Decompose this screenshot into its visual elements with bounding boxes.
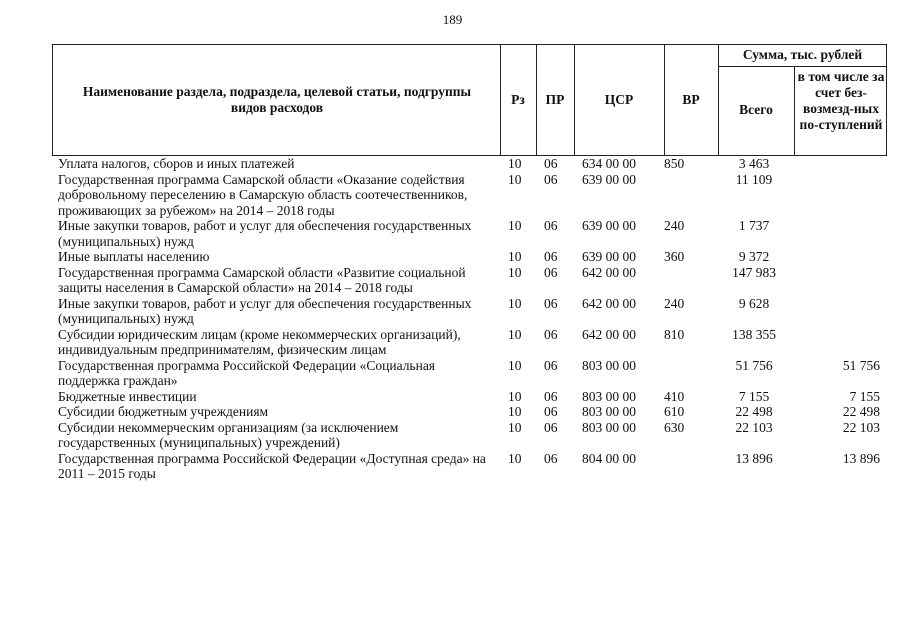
row-csr: 639 00 00 (582, 249, 636, 264)
row-gratuitous: 22 498 (842, 404, 880, 419)
row-csr: 803 00 00 (582, 357, 636, 373)
row-pr: 06 (544, 249, 558, 264)
table-row (52, 451, 887, 482)
row-rz: 10 (508, 450, 522, 466)
row-vr: 240 (664, 295, 685, 311)
row-gratuitous: 13 896 (842, 450, 880, 466)
row-vr: 240 (664, 218, 685, 233)
header-total: Всего (739, 102, 773, 117)
table-row (52, 249, 887, 265)
row-csr: 639 00 00 (582, 171, 636, 187)
row-pr: 06 (544, 295, 558, 311)
row-pr: 06 (544, 357, 558, 373)
header-left-border (52, 44, 53, 156)
row-total: 9 372 (738, 249, 770, 264)
table-row (52, 265, 887, 296)
table-row (52, 420, 887, 451)
row-csr: 642 00 00 (582, 326, 636, 342)
header-gratuitous: в том числе за счет без-возмезд-ных по-ступлений (797, 69, 885, 132)
row-rz: 10 (508, 404, 522, 419)
row-name: Государственная программа Российской Федерации «Доступная среда» на 2011 – 2015 годы (58, 450, 486, 481)
table-row (52, 156, 887, 172)
row-name: Иные закупки товаров, работ и услуг для обеспечения государственных (муниципальных) нужд (58, 295, 472, 326)
row-total: 13 896 (735, 450, 773, 466)
header-name: Наименование раздела, подраздела, целевой статьи, подгруппы видов расходов (82, 84, 472, 115)
table-header (52, 44, 887, 156)
row-rz: 10 (508, 326, 522, 342)
row-csr: 803 00 00 (582, 419, 636, 435)
row-name: Уплата налогов, сборов и иных платежей (58, 156, 295, 171)
row-pr: 06 (544, 419, 558, 435)
row-total: 3 463 (738, 156, 770, 171)
table-row (52, 389, 887, 405)
row-name: Бюджетные инвестиции (58, 388, 197, 404)
row-total: 9 628 (738, 295, 770, 311)
row-rz: 10 (508, 249, 522, 264)
row-total: 7 155 (738, 388, 770, 404)
row-total: 51 756 (735, 357, 773, 373)
row-csr: 639 00 00 (582, 218, 636, 233)
row-total: 22 498 (735, 404, 773, 419)
row-total: 1 737 (738, 218, 770, 233)
table-row (52, 404, 887, 420)
row-pr: 06 (544, 404, 558, 419)
table-body (52, 156, 887, 482)
row-total: 22 103 (735, 419, 773, 435)
row-rz: 10 (508, 218, 522, 233)
header-rz: Рз (511, 92, 525, 107)
row-pr: 06 (544, 171, 558, 187)
table-row (52, 218, 887, 249)
row-csr: 642 00 00 (582, 264, 636, 280)
row-name: Субсидии некоммерческим организациям (за исключением государственных (муниципальных) учреждений) (58, 419, 399, 450)
row-gratuitous: 51 756 (842, 357, 880, 373)
row-name: Субсидии юридическим лицам (кроме некоммерческих организаций), индивидуальным предпринимателям, физическим лицам (58, 326, 461, 357)
row-pr: 06 (544, 264, 558, 280)
row-gratuitous: 7 155 (849, 388, 880, 404)
table-row (52, 296, 887, 327)
row-rz: 10 (508, 357, 522, 373)
row-total: 147 983 (732, 264, 776, 280)
row-vr: 410 (664, 388, 685, 404)
row-gratuitous: 22 103 (842, 419, 880, 435)
row-name: Государственная программа Самарской области «Оказание содействия добровольному переселению в Самарскую область соотечественников, проживающих за рубежом» на 2014 – 2018 годы (58, 171, 468, 218)
row-rz: 10 (508, 388, 522, 404)
row-rz: 10 (508, 171, 522, 187)
header-pr: ПР (545, 92, 565, 107)
row-pr: 06 (544, 218, 558, 233)
row-vr: 610 (664, 404, 685, 419)
row-rz: 10 (508, 419, 522, 435)
header-vr: ВР (682, 92, 700, 107)
row-rz: 10 (508, 156, 522, 171)
row-name: Субсидии бюджетным учреждениям (58, 404, 269, 419)
header-csr: ЦСР (604, 92, 634, 107)
row-pr: 06 (544, 388, 558, 404)
row-pr: 06 (544, 156, 558, 171)
row-pr: 06 (544, 326, 558, 342)
row-csr: 803 00 00 (582, 388, 636, 404)
row-csr: 642 00 00 (582, 295, 636, 311)
row-name: Иные закупки товаров, работ и услуг для обеспечения государственных (муниципальных) нужд (58, 218, 472, 249)
row-vr: 360 (664, 249, 685, 264)
header-top-border (52, 44, 887, 45)
table-row (52, 358, 887, 389)
row-csr: 634 00 00 (582, 156, 636, 171)
page-number: 189 (442, 12, 463, 27)
table-row (52, 172, 887, 219)
row-name: Иные выплаты населению (58, 249, 210, 264)
col-divider-gratuitous (794, 66, 795, 156)
row-vr: 850 (664, 156, 685, 171)
row-csr: 803 00 00 (582, 404, 636, 419)
row-rz: 10 (508, 295, 522, 311)
header-sum-group: Сумма, тыс. рублей (742, 47, 863, 62)
row-rz: 10 (508, 264, 522, 280)
table-row (52, 327, 887, 358)
row-csr: 804 00 00 (582, 450, 636, 466)
row-total: 138 355 (732, 326, 776, 342)
row-total: 11 109 (735, 171, 773, 187)
row-vr: 630 (664, 419, 685, 435)
sum-group-divider (718, 66, 887, 67)
row-name: Государственная программа Российской Федерации «Социальная поддержка граждан» (58, 357, 436, 388)
row-vr: 810 (664, 326, 685, 342)
row-pr: 06 (544, 450, 558, 466)
row-name: Государственная программа Самарской области «Развитие социальной защиты населения в Самарской области» на 2014 – 2018 годы (58, 264, 466, 295)
